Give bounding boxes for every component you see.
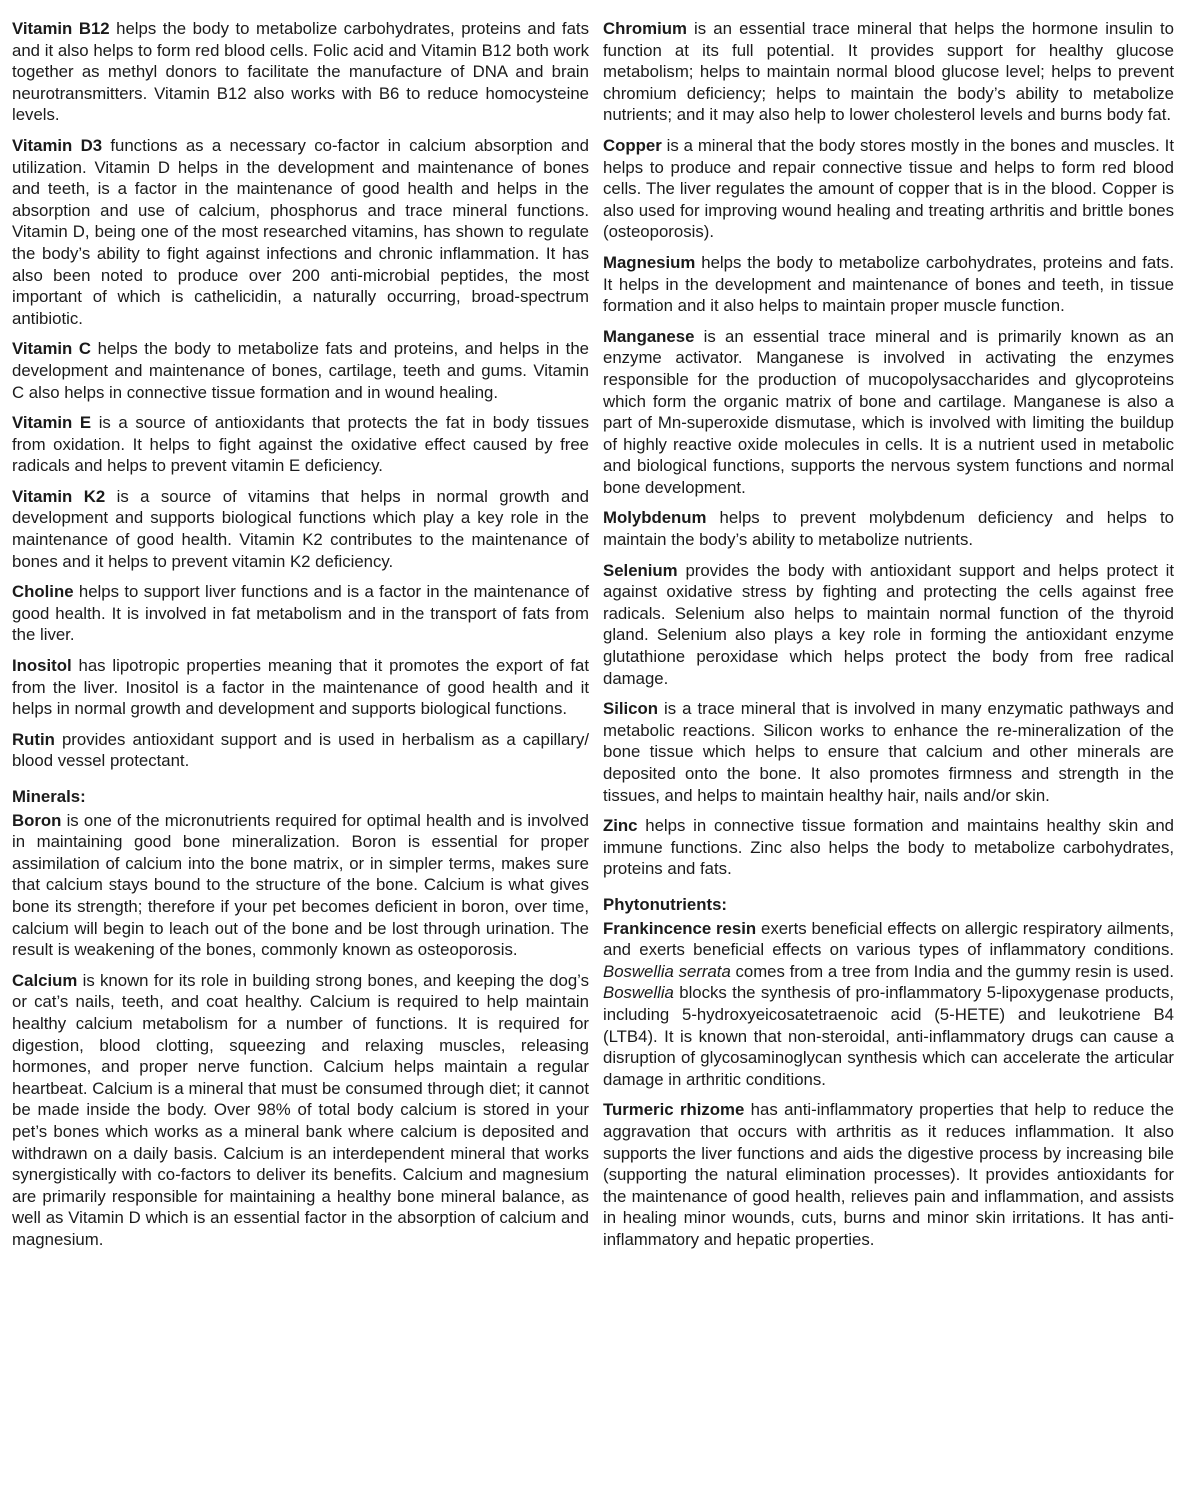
description: provides antioxidant support and is used in herbalism as a capillary/ blood vessel protectant. bbox=[12, 729, 589, 771]
entry-silicon bbox=[603, 698, 1174, 806]
entry-turmeric bbox=[603, 1099, 1174, 1250]
description: helps to support liver functions and is a factor in the maintenance of good health. It is involved in fat metabolism and in the transport of fats from the liver. bbox=[12, 582, 589, 645]
description: is a source of vitamins that helps in normal growth and development and supports biological functions which play a key role in the maintenance of good health. Vitamin K2 contributes to the maintenance of bones and it helps to prevent vitamin K2 deficiency. bbox=[12, 486, 590, 571]
term: Vitamin C bbox=[12, 339, 92, 359]
term: Rutin bbox=[12, 729, 55, 749]
entry-rutin bbox=[12, 729, 589, 772]
description: functions as a necessary co-factor in calcium absorption and utilization. Vitamin D helps in the development and maintenance of bones and teeth, is a factor in the maintenance of good health and helps in the absorption and use of calcium, phosphorus and trace mineral functions. Vitamin D, being one of the most researched vitamins, has shown to regulate the body’s ability to fight against infections and chronic inflammation. It has also been noted to produce over 200 anti-microbial peptides, the most important of which is cathelicidin, a naturally occurring, broad-spectrum antibiotic. bbox=[12, 135, 590, 328]
description: has lipotropic properties meaning that it promotes the export of fat from the liver. Inositol is a factor in the maintenance of good health and it helps in normal growth and development and supports biological functions. bbox=[12, 656, 589, 719]
entry-magnesium bbox=[603, 252, 1174, 317]
entry-frankincense bbox=[603, 918, 1174, 1091]
description: is a trace mineral that is involved in many enzymatic pathways and metabolic reactions. Silicon works to enhance the re-mineralization of the bone tissue which helps to ensure that calcium and other minerals are deposited onto the bone. It also promotes firmness and strength in the tissues, and helps to maintain healthy hair, nails and/or skin. bbox=[603, 699, 1174, 805]
description: is one of the micronutrients required for optimal health and is involved in maintaining good bone mineralization. Boron is essential for proper assimilation of calcium into the bone matrix, or in simpler terms, makes sure that calcium stays bound to the structure of the bone. Calcium is what gives bone its strength; therefore if your pet becomes deficient in boron, over time, calcium will begin to leach out of the bone and be lost through urination. The result is weakening of the bones, commonly known as osteoporosis. bbox=[12, 810, 589, 960]
description: is an essential trace mineral and is primarily known as an enzyme activator. Manganese is involved in activating the enzymes responsible for the production of mucopolysaccharides and glycoproteins which form the organic matrix of bone and cartilage. Manganese is also a part of Mn-superoxide dismutase, which is involved with limiting the buildup of highly reactive oxide molecules in cells. It is a nutrient used in metabolic and biological functions, supports the nervous system functions and normal bone development. bbox=[603, 326, 1174, 497]
term: Magnesium bbox=[603, 252, 696, 272]
term: Inositol bbox=[12, 656, 72, 676]
term: Selenium bbox=[603, 560, 678, 580]
term: Chromium bbox=[603, 19, 687, 38]
term: Vitamin K2 bbox=[12, 486, 106, 506]
section-heading-minerals: Minerals: bbox=[12, 787, 86, 806]
description: helps the body to metabolize carbohydrates, proteins and fats. It helps in the development and maintenance of bones and teeth, in tissue formation and it also helps to maintain proper muscle function. bbox=[603, 252, 1174, 316]
entry-choline bbox=[12, 581, 589, 646]
entry-chromium bbox=[603, 18, 1174, 126]
term: Calcium bbox=[12, 970, 78, 990]
description: is a source of antioxidants that protects the fat in body tissues from oxidation. It helps to fight against the oxidative effect caused by free radicals and helps to prevent vitamin E deficiency. bbox=[12, 413, 589, 476]
term: Vitamin E bbox=[12, 413, 92, 433]
scientific-name: Boswellia serrata bbox=[603, 961, 731, 981]
entry-inositol bbox=[12, 655, 589, 720]
description: exerts beneficial effects on allergic respiratory ailments, and exerts beneficial effects on various types of inflammatory conditions. bbox=[603, 918, 1175, 960]
term: Choline bbox=[12, 582, 74, 602]
entry-manganese bbox=[603, 326, 1174, 499]
term: Boron bbox=[12, 810, 62, 830]
term: Manganese bbox=[603, 326, 695, 346]
entry-copper bbox=[603, 135, 1174, 243]
entry-selenium bbox=[603, 560, 1174, 690]
entry-vitamin-b12 bbox=[12, 18, 589, 126]
term: Silicon bbox=[603, 699, 659, 719]
description: blocks the synthesis of pro-inflammatory 5-lipoxygenase products, including 5-hydroxyeicosatetraenoic acid (5-HETE) and leukotriene B4 (LTB4). It is known that non-steroidal, anti-inflammatory drugs can cause a disruption of glycosaminoglycan synthesis which can accelerate the articular damage in arthritic conditions. bbox=[603, 983, 1174, 1089]
description: is known for its role in building strong bones, and keeping the dog’s or cat’s nails, teeth, and coat healthy. Calcium is required to help maintain healthy calcium metabolism for a number of functions. It is required for digestion, blood clotting, squeezing and relaxing muscles, releasing hormones, and proper nerve function. Calcium helps maintain a regular heartbeat. Calcium is a mineral that must be consumed through diet; it cannot be made inside the body. Over 98% of total body calcium is stored in your pet’s bones which works as a mineral bank where calcium is deposited and withdrawn on a daily basis. Calcium is an interdependent mineral that works synergistically with co-factors to deliver its benefits. Calcium and magnesium are primarily responsible for maintaining a healthy bone mineral balance, as well as Vitamin D which is an essential factor in the absorption of calcium and magnesium. bbox=[12, 970, 589, 1249]
left-column bbox=[12, 18, 589, 1500]
scientific-name: Boswellia bbox=[603, 983, 674, 1003]
entry-zinc bbox=[603, 815, 1174, 880]
entry-calcium bbox=[12, 970, 589, 1251]
term: Frankincence resin bbox=[603, 918, 757, 938]
term: Vitamin B12 bbox=[12, 19, 110, 38]
entry-vitamin-c bbox=[12, 338, 589, 403]
term: Vitamin D3 bbox=[12, 135, 103, 155]
term: Zinc bbox=[603, 816, 638, 836]
entry-boron bbox=[12, 810, 589, 961]
term: Molybdenum bbox=[603, 508, 707, 528]
description: is an essential trace mineral that helps the hormone insulin to function at its full potential. It provides support for healthy glucose metabolism; helps to maintain normal blood glucose level; helps to prevent chromium deficiency; helps to maintain the body’s ability to metabolize nutrients; and it may also help to lower cholesterol levels and burns body fat. bbox=[603, 19, 1174, 125]
entry-vitamin-k2 bbox=[12, 486, 589, 572]
description: helps the body to metabolize fats and proteins, and helps in the development and maintenance of bones, cartilage, teeth and gums. Vitamin C also helps in connective tissue formation and in wound healing. bbox=[12, 339, 589, 402]
description: helps in connective tissue formation and maintains healthy skin and immune functions. Zinc also helps the body to metabolize carbohydrates, proteins and fats. bbox=[603, 816, 1174, 879]
description: helps the body to metabolize carbohydrates, proteins and fats and it also helps to form red blood cells. Folic acid and Vitamin B12 both work together as methyl donors to facilitate the manufacture of DNA and brain neurotransmitters. Vitamin B12 also works with B6 to reduce homocysteine levels. bbox=[12, 19, 589, 125]
description: has anti-inflammatory properties that help to reduce the aggravation that occurs with arthritis as it reduces inflammation. It also supports the liver functions and aids the digestive process by increasing bile (supporting the natural elimination processes). It provides antioxidants for the maintenance of good health, relieves pain and inflammation, and assists in healing minor wounds, cuts, burns and minor skin irritations. It has anti-inflammatory and hepatic properties. bbox=[603, 1100, 1174, 1249]
description: is a mineral that the body stores mostly in the bones and muscles. It helps to produce and repair connective tissue and helps to form red blood cells. The liver regulates the amount of copper that is in the blood. Copper is also used for improving wound healing and treating arthritis and brittle bones (osteoporosis). bbox=[603, 135, 1174, 242]
entry-vitamin-e bbox=[12, 412, 589, 477]
description: comes from a tree from India and the gummy resin is used. bbox=[730, 961, 1174, 981]
term: Turmeric rhizome bbox=[603, 1100, 745, 1120]
term: Copper bbox=[603, 135, 662, 155]
entry-molybdenum bbox=[603, 507, 1174, 550]
description: provides the body with antioxidant support and helps protect it against oxidative stress by fighting and protecting the cells against free radicals. Selenium also helps to maintain normal function of the thyroid gland. Selenium also plays a key role in forming the antioxidant enzyme glutathione peroxidase which helps protect the body from free radical damage. bbox=[603, 560, 1174, 688]
right-column bbox=[603, 18, 1174, 1500]
description: helps to prevent molybdenum deficiency and helps to maintain the body’s ability to metabolize nutrients. bbox=[603, 508, 1174, 550]
section-heading-phytonutrients: Phytonutrients: bbox=[603, 894, 727, 914]
entry-vitamin-d3 bbox=[12, 135, 589, 329]
